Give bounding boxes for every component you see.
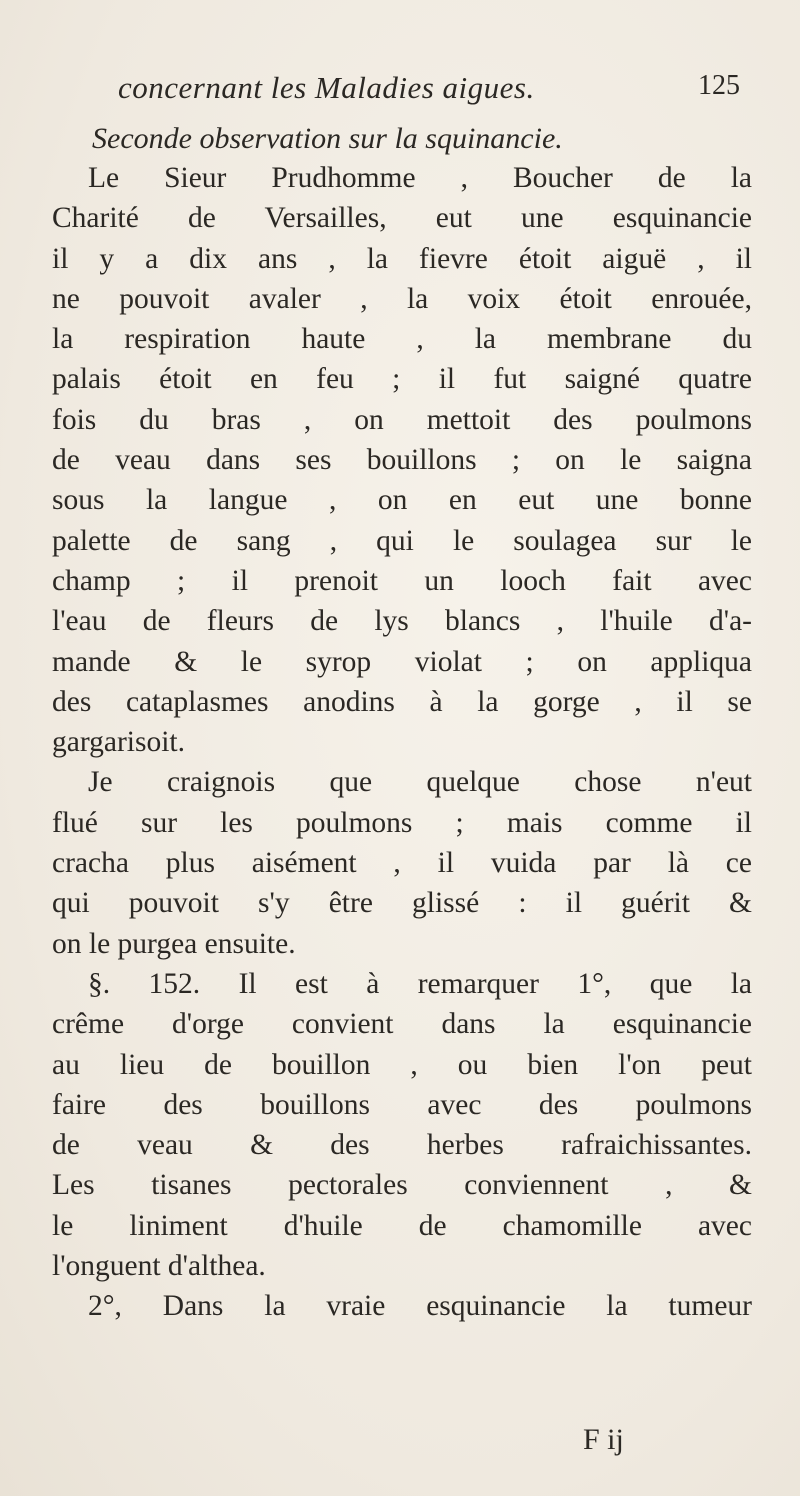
signature-mark: F ij: [583, 1423, 624, 1456]
text-line: de veau & des herbes rafraichissantes.: [52, 1129, 752, 1162]
running-head: concernant les Maladies aigues.: [118, 70, 535, 105]
text-line: des cataplasmes anodins à la gorge , il se: [52, 685, 752, 718]
text-line: faire des bouillons avec des poulmons: [52, 1088, 752, 1121]
section-subtitle: Seconde observation sur la squinancie.: [92, 122, 563, 155]
text-line: la respiration haute , la membrane du: [52, 323, 752, 356]
text-line: le liniment d'huile de chamomille avec: [52, 1209, 752, 1242]
text-line: palais étoit en feu ; il fut saigné quatre: [52, 363, 752, 396]
text-line: gargarisoit.: [52, 726, 185, 759]
text-line: flué sur les poulmons ; mais comme il: [52, 806, 752, 839]
text-line: Le Sieur Prudhomme , Boucher de la: [88, 162, 752, 194]
text-line: mande & le syrop violat ; on appliqua: [52, 645, 752, 678]
text-line: au lieu de bouillon , ou bien l'on peut: [52, 1048, 752, 1081]
text-line: cracha plus aisément , il vuida par là ce: [52, 847, 752, 880]
text-line: de veau dans ses bouillons ; on le saigna: [52, 444, 752, 477]
page-number: 125: [698, 70, 740, 101]
text-line: sous la langue , on en eut une bonne: [52, 484, 752, 517]
text-line: Je craignois que quelque chose n'eut: [88, 766, 752, 799]
text-line: 2°, Dans la vraie esquinancie la tumeur: [88, 1290, 752, 1323]
text-line: palette de sang , qui le soulagea sur le: [52, 524, 752, 557]
text-line: fois du bras , on mettoit des poulmons: [52, 403, 752, 436]
text-line: crême d'orge convient dans la esquinancie: [52, 1008, 752, 1041]
text-line: on le purgea ensuite.: [52, 927, 296, 960]
text-line: champ ; il prenoit un looch fait avec: [52, 564, 752, 597]
text-line: qui pouvoit s'y être glissé : il guérit &: [52, 887, 752, 920]
page-header: [90, 70, 740, 114]
text-line: §. 152. Il est à remarquer 1°, que la: [88, 967, 752, 1000]
text-line: Les tisanes pectorales conviennent , &: [52, 1169, 752, 1202]
text-line: l'onguent d'althea.: [52, 1250, 266, 1283]
body-text: [52, 158, 752, 1327]
text-line: il y a dix ans , la fievre étoit aiguë , il: [52, 242, 752, 275]
text-line: l'eau de fleurs de lys blancs , l'huile d'a-: [52, 605, 752, 638]
text-line: ne pouvoit avaler , la voix étoit enrouée,: [52, 282, 752, 315]
text-line: Charité de Versailles, eut une esquinancie: [52, 202, 752, 235]
